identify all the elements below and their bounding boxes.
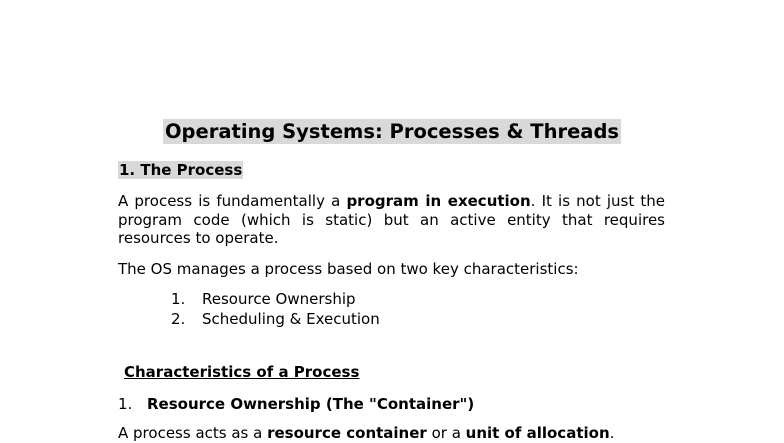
subsection-resource-ownership bbox=[118, 394, 474, 414]
subsection-label: Resource Ownership (The "Container") bbox=[147, 395, 475, 413]
list-item bbox=[171, 310, 380, 330]
list-item-number: 2. bbox=[171, 309, 186, 328]
subsection-number: 1. bbox=[118, 395, 133, 413]
paragraph-process-definition bbox=[118, 192, 665, 248]
para3-mid: or a bbox=[426, 424, 466, 442]
para3-post: . bbox=[609, 424, 615, 442]
document-title: Operating Systems: Processes & Threads bbox=[164, 120, 620, 143]
para1-post: . It is not just the program code (which is static) but an active entity that requires resources to operate. bbox=[118, 192, 665, 248]
para3-pre: A process acts as a bbox=[118, 424, 268, 442]
section-heading-process bbox=[118, 160, 243, 180]
subheading-characteristics: Characteristics of a Process bbox=[124, 363, 360, 381]
paragraph-os-manages: The OS manages a process based on two key characteristics: bbox=[118, 260, 579, 278]
list-item-text: Resource Ownership bbox=[202, 290, 356, 308]
para1-pre: A process is fundamentally a bbox=[118, 192, 347, 210]
list-item-text: Scheduling & Execution bbox=[202, 309, 380, 328]
paragraph-resource-container bbox=[118, 424, 614, 443]
title-container bbox=[0, 119, 784, 144]
para3-bold-2: unit of allocation bbox=[465, 424, 610, 442]
para3-bold-1: resource container bbox=[267, 424, 427, 442]
list-item bbox=[171, 290, 380, 310]
para1-bold: program in execution bbox=[346, 192, 531, 210]
list-item-number: 1. bbox=[171, 290, 186, 308]
section-heading-text: 1. The Process bbox=[119, 161, 243, 179]
characteristics-list bbox=[171, 290, 380, 329]
